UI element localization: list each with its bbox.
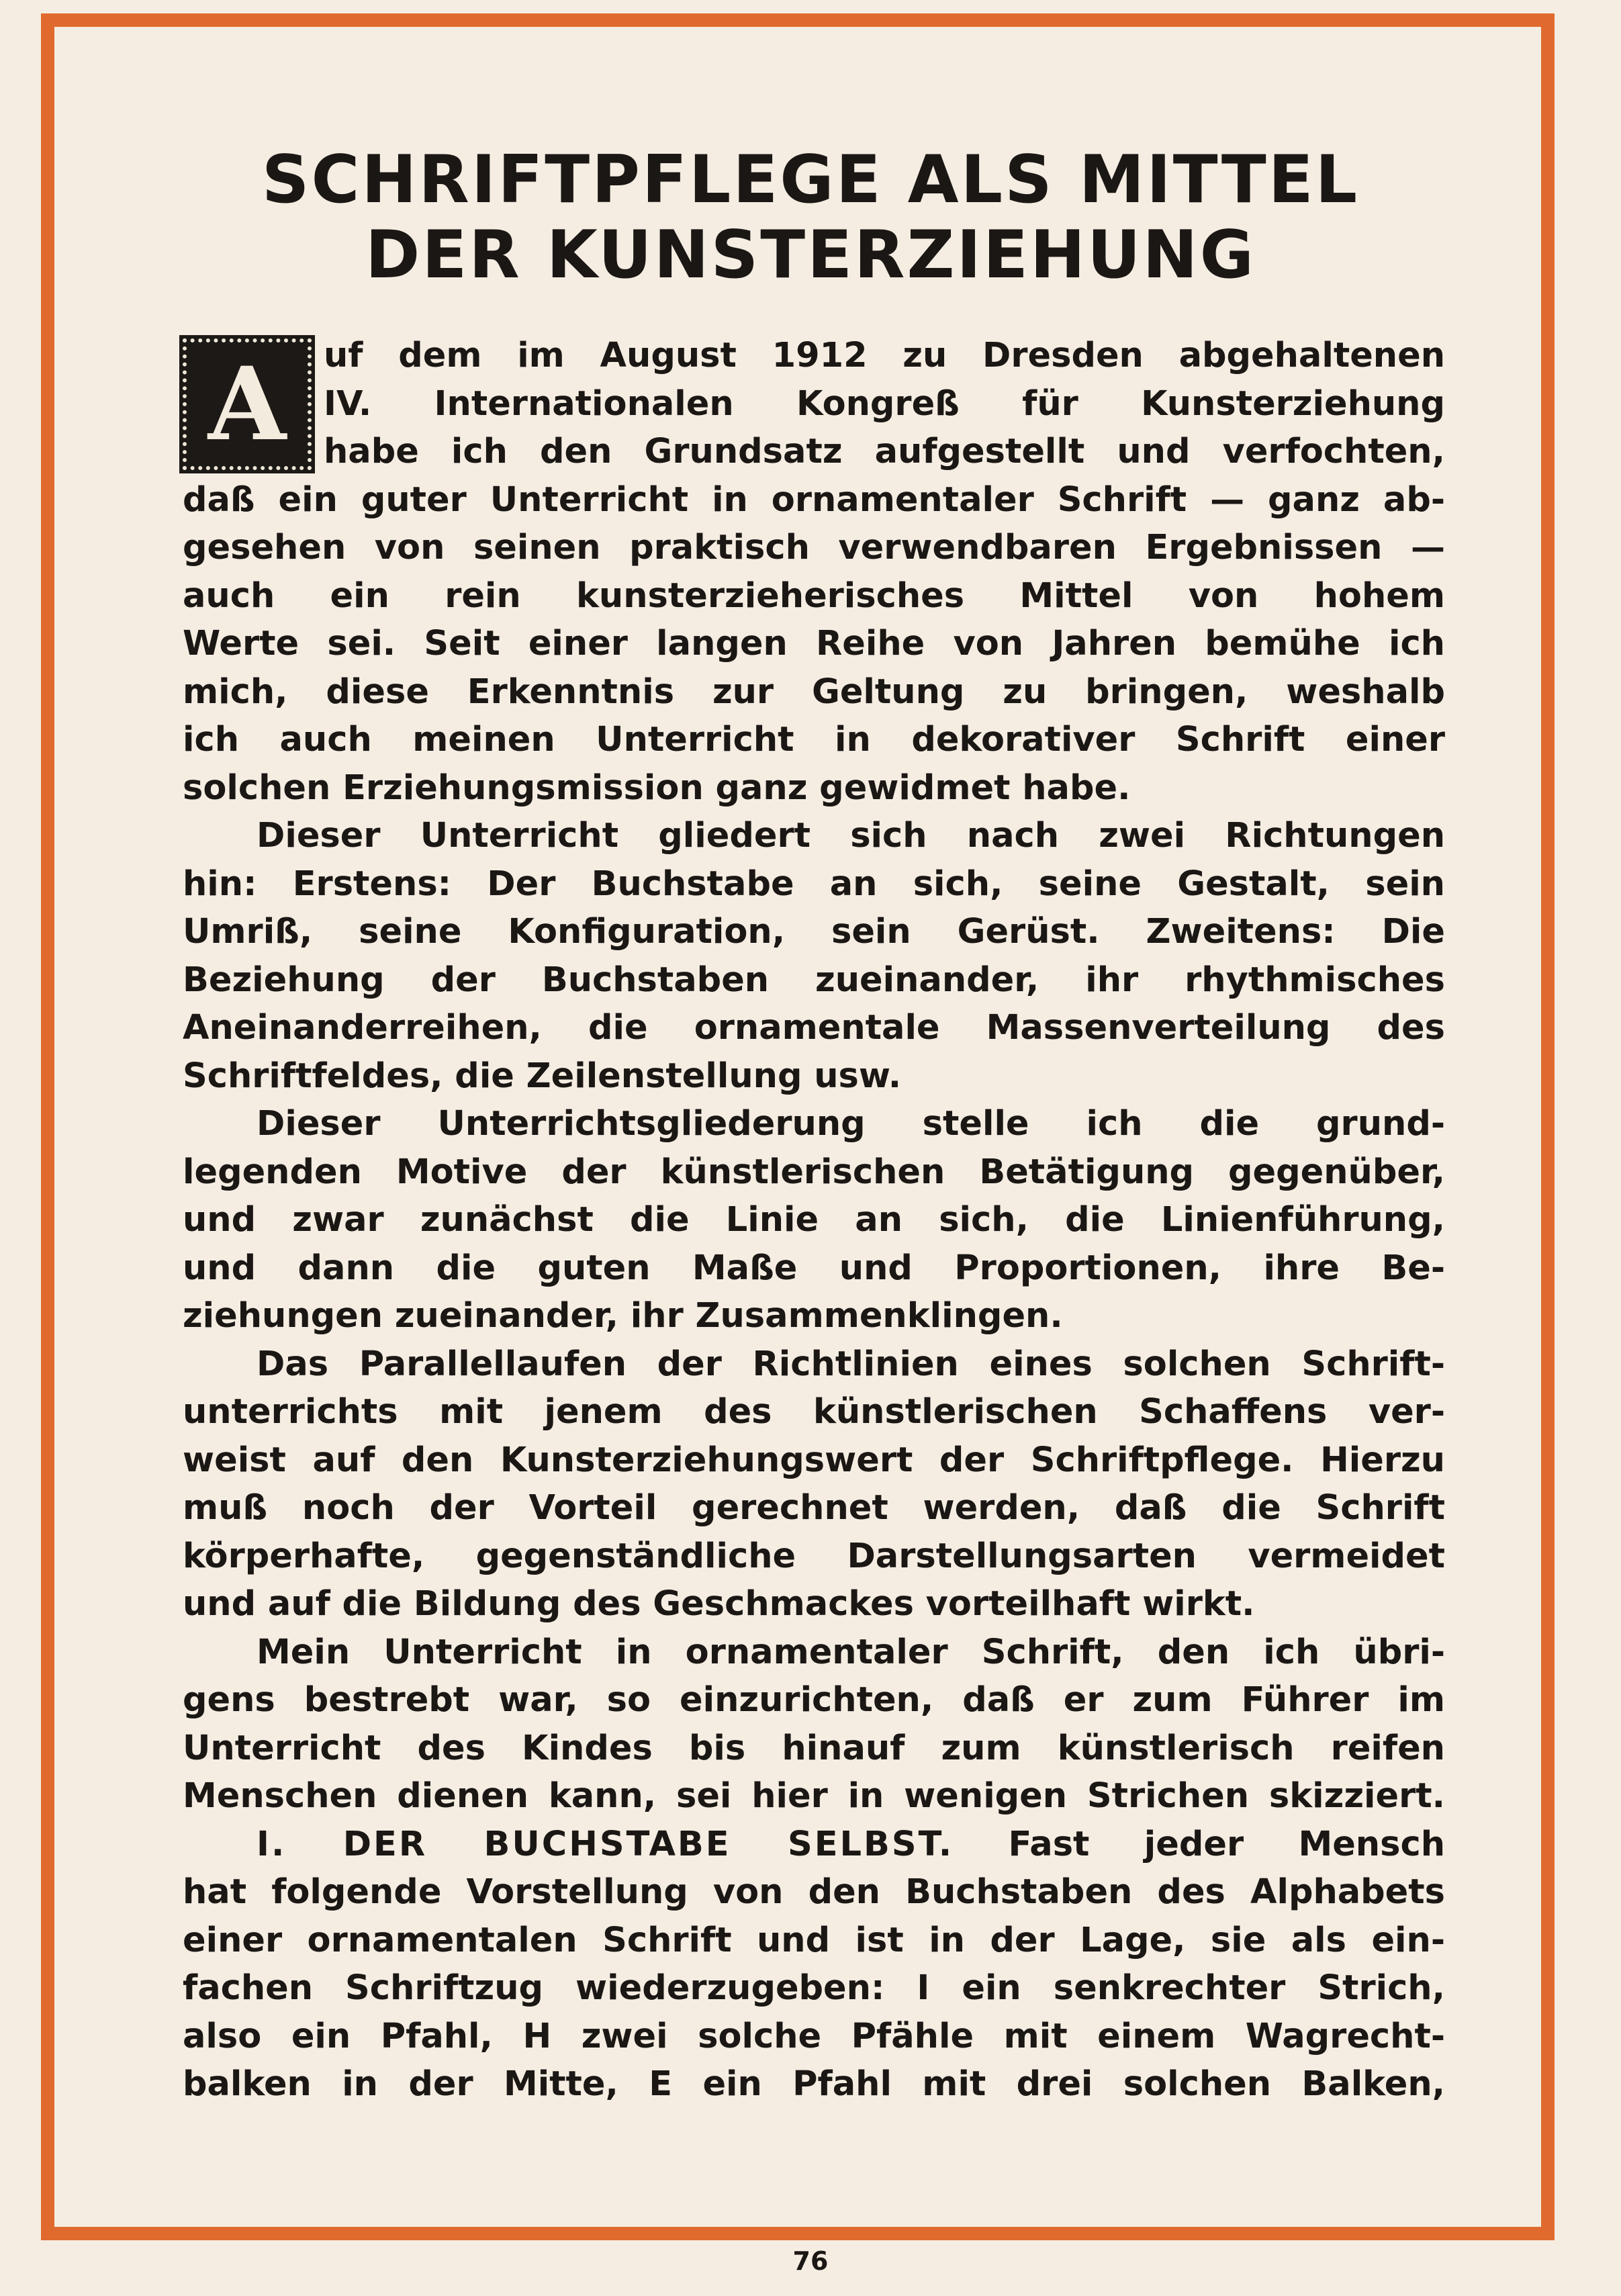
- text-line: Dieser Unterricht gliedert sich nach zwei Richtungen: [257, 816, 1445, 856]
- text-line: solchen Erziehungsmission ganz gewidmet habe.: [183, 768, 1131, 808]
- text-line: mich, diese Erkenntnis zur Geltung zu bringen, weshalb: [183, 672, 1445, 712]
- title-line-1: SCHRIFTPFLEGE ALS MITTEL: [261, 142, 1360, 218]
- paragraph-1: [183, 332, 1445, 812]
- text-line: und auf die Bildung des Geschmackes vorteilhaft wirkt.: [183, 1584, 1255, 1624]
- text-line: Das Parallellaufen der Richtlinien eines solchen Schrift-: [257, 1344, 1445, 1384]
- text-line: Aneinanderreihen, die ornamentale Massenverteilung des: [183, 1008, 1445, 1048]
- text-line: und dann die guten Maße und Proportionen, ihre Be-: [183, 1248, 1445, 1288]
- text-line: einer ornamentalen Schrift und ist in der Lage, sie als ein-: [183, 1920, 1445, 1960]
- text-line: muß noch der Vorteil gerechnet werden, daß die Schrift: [183, 1488, 1445, 1528]
- text-line: unterrichts mit jenem des künstlerischen Schaffens ver-: [183, 1392, 1445, 1432]
- text-line: körperhafte, gegenständliche Darstellungsarten vermeidet: [183, 1536, 1445, 1576]
- text-line: und zwar zunächst die Linie an sich, die Linienführung,: [183, 1200, 1445, 1240]
- text-line: gesehen von seinen praktisch verwendbaren Ergebnissen —: [183, 528, 1445, 567]
- text-line: uf dem im August 1912 zu Dresden abgehaltenen: [324, 336, 1445, 375]
- article-body: [183, 332, 1445, 2109]
- text-line: hin: Erstens: Der Buchstabe an sich, seine Gestalt, sein: [183, 864, 1445, 904]
- text-line: Schriftfeldes, die Zeilenstellung usw.: [183, 1056, 902, 1096]
- section-heading: I. DER BUCHSTABE SELBST.: [257, 1824, 954, 1864]
- text-line: Beziehung der Buchstaben zueinander, ihr rhythmisches: [183, 960, 1445, 1000]
- text-line: auch ein rein kunsterzieherisches Mittel von hohem: [183, 576, 1445, 616]
- title-line-2: DER KUNSTERZIEHUNG: [365, 217, 1256, 293]
- text-line: legenden Motive der künstlerischen Betätigung gegenüber,: [183, 1152, 1445, 1192]
- text-line: ich auch meinen Unterricht in dekorativer Schrift einer: [183, 720, 1445, 760]
- text-line: Werte sei. Seit einer langen Reihe von Jahren bemühe ich: [183, 624, 1445, 663]
- text-line: Mein Unterricht in ornamentaler Schrift, den ich übri-: [257, 1632, 1445, 1672]
- section-first-line-text: Fast jeder Mensch: [1008, 1824, 1445, 1864]
- text-line: ziehungen zueinander, ihr Zusammenklingen.: [183, 1296, 1063, 1336]
- text-line: IV. Internationalen Kongreß für Kunsterziehung: [324, 383, 1445, 424]
- text-line: Dieser Unterrichtsgliederung stelle ich die grund-: [257, 1104, 1445, 1144]
- text-line: Menschen dienen kann, sei hier in wenigen Strichen skizziert.: [183, 1776, 1445, 1816]
- decorated-initial: A: [183, 338, 312, 470]
- paragraph-2: [183, 812, 1445, 1100]
- text-line: fachen Schriftzug wiederzugeben: I ein senkrechter Strich,: [183, 1968, 1445, 2008]
- text-line: hat folgende Vorstellung von den Buchstaben des Alphabets: [183, 1872, 1445, 1912]
- section-paragraph: [183, 1821, 1445, 2109]
- article-title: [176, 142, 1445, 293]
- text-line: weist auf den Kunsterziehungswert der Schriftpflege. Hierzu: [183, 1440, 1445, 1480]
- section-first-line: [183, 1821, 1445, 1869]
- text-line: Umriß, seine Konfiguration, sein Gerüst. Zweitens: Die: [183, 912, 1445, 952]
- page-number: 76: [792, 2246, 829, 2276]
- text-line: balken in der Mitte, E ein Pfahl mit drei solchen Balken,: [183, 2064, 1445, 2104]
- paragraph-4: [183, 1340, 1445, 1628]
- text-line: daß ein guter Unterricht in ornamentaler Schrift — ganz ab-: [183, 479, 1445, 520]
- text-line: habe ich den Grundsatz aufgestellt und verfochten,: [324, 432, 1445, 471]
- text-line: gens bestrebt war, so einzurichten, daß er zum Führer im: [183, 1680, 1445, 1720]
- paragraph-3: [183, 1100, 1445, 1340]
- text-line: Unterricht des Kindes bis hinauf zum künstlerisch reifen: [183, 1728, 1445, 1768]
- text-line: also ein Pfahl, H zwei solche Pfähle mit einem Wagrecht-: [183, 2016, 1445, 2056]
- paragraph-5: [183, 1628, 1445, 1821]
